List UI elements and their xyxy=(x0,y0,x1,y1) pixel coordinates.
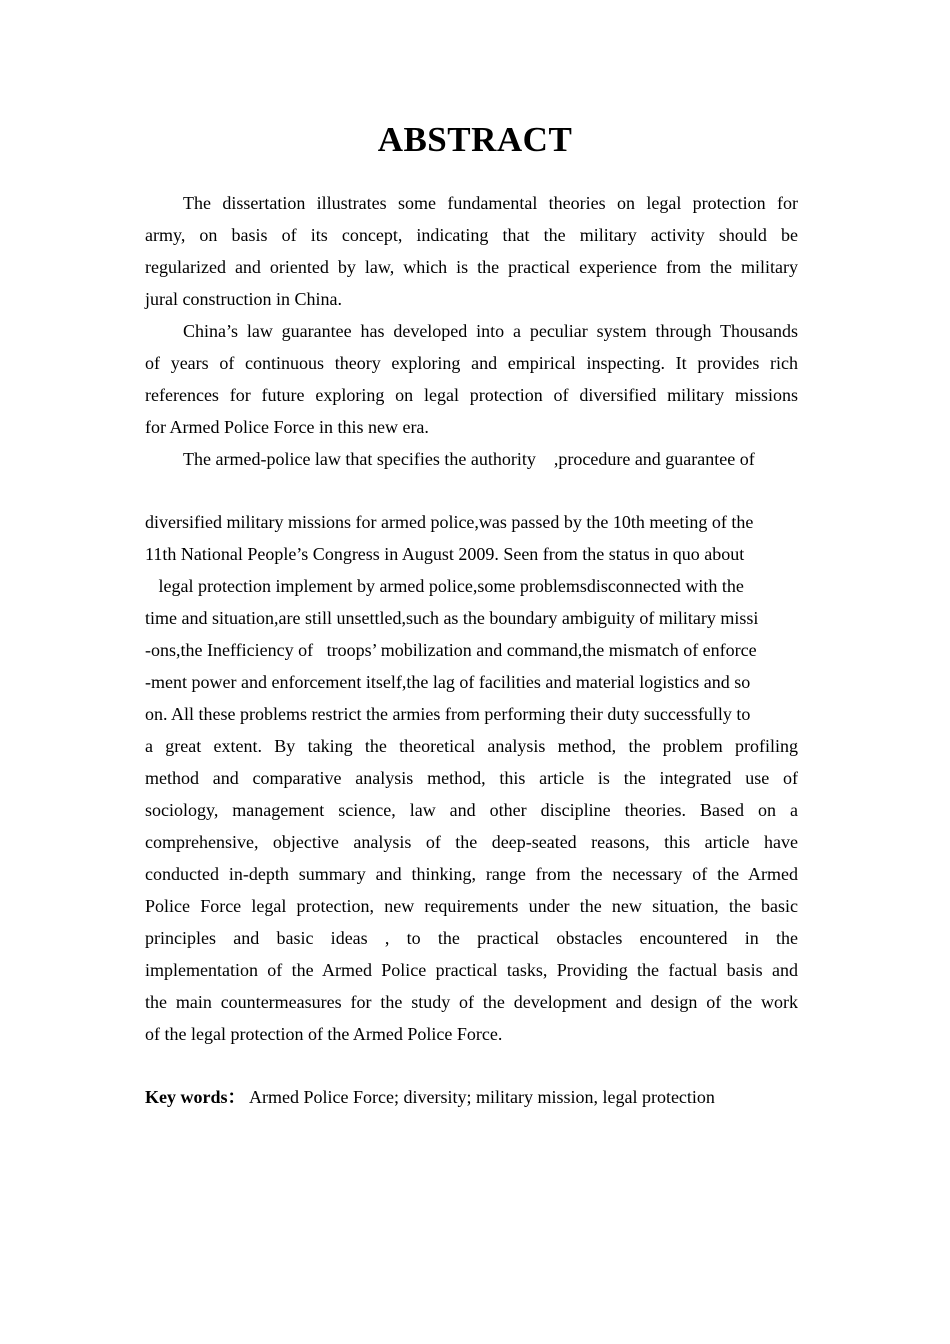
paragraph-line: China’s law guarantee has developed into a peculiar system through Thousands xyxy=(183,321,798,341)
paragraph-line: legal protection implement by armed police,some problemsdisconnected with the xyxy=(145,576,744,596)
paragraph-line: time and situation,are still unsettled,such as the boundary ambiguity of military missi xyxy=(145,608,759,628)
paragraph-line: principles and basic ideas , to the practical obstacles encountered in the xyxy=(145,928,798,948)
paragraph-line: of the legal protection of the Armed Police Force. xyxy=(145,1024,503,1044)
paragraph-line: The dissertation illustrates some fundamental theories on legal protection for xyxy=(183,193,798,213)
paragraph-line: regularized and oriented by law, which is the practical experience from the military xyxy=(145,257,798,277)
keywords-line xyxy=(145,1081,715,1113)
paragraph-line: implementation of the Armed Police practical tasks, Providing the factual basis and xyxy=(145,960,798,980)
paragraph-line: Police Force legal protection, new requirements under the new situation, the basic xyxy=(145,896,798,916)
paragraph-line: a great extent. By taking the theoretical analysis method, the problem profiling xyxy=(145,736,798,756)
paragraph-line: on. All these problems restrict the armies from performing their duty successfully to xyxy=(145,704,751,724)
paragraph-line: The armed-police law that specifies the authority ,procedure and guarantee of xyxy=(183,449,755,469)
page-title: ABSTRACT xyxy=(377,120,573,159)
paragraph-3 xyxy=(145,443,798,475)
paragraph-line: army, on basis of its concept, indicating that the military activity should be xyxy=(145,225,798,245)
abstract-body-upper xyxy=(145,187,798,475)
paragraph-line: for Armed Police Force in this new era. xyxy=(145,417,429,437)
paragraph-line: comprehensive, objective analysis of the deep-seated reasons, this article have xyxy=(145,832,798,852)
paragraph-line: references for future exploring on legal protection of diversified military missions xyxy=(145,385,798,405)
paragraph-line: conducted in-depth summary and thinking, range from the necessary of the Armed xyxy=(145,864,798,884)
paragraph-line: the main countermeasures for the study of the development and design of the work xyxy=(145,992,798,1012)
keywords-text: Armed Police Force; diversity; military mission, legal protection xyxy=(249,1087,715,1107)
paragraph-line: method and comparative analysis method, this article is the integrated use of xyxy=(145,768,798,788)
paragraph-line: diversified military missions for armed police,was passed by the 10th meeting of the xyxy=(145,512,754,532)
paragraph-line: 11th National People’s Congress in August 2009. Seen from the status in quo about xyxy=(145,544,745,564)
paragraph-2 xyxy=(145,315,798,443)
paragraph-line: sociology, management science, law and other discipline theories. Based on a xyxy=(145,800,798,820)
keywords-label: Key words： xyxy=(145,1087,246,1107)
paragraph-line: -ment power and enforcement itself,the lag of facilities and material logistics and so xyxy=(145,672,751,692)
abstract-body-lower xyxy=(145,506,798,1050)
paragraph-4 xyxy=(145,506,798,1050)
paragraph-1 xyxy=(145,187,798,315)
paragraph-line: -ons,the Inefficiency of troops’ mobilization and command,the mismatch of enforce xyxy=(145,640,757,660)
paragraph-line: of years of continuous theory exploring and empirical inspecting. It provides rich xyxy=(145,353,798,373)
paragraph-line: jural construction in China. xyxy=(145,289,342,309)
